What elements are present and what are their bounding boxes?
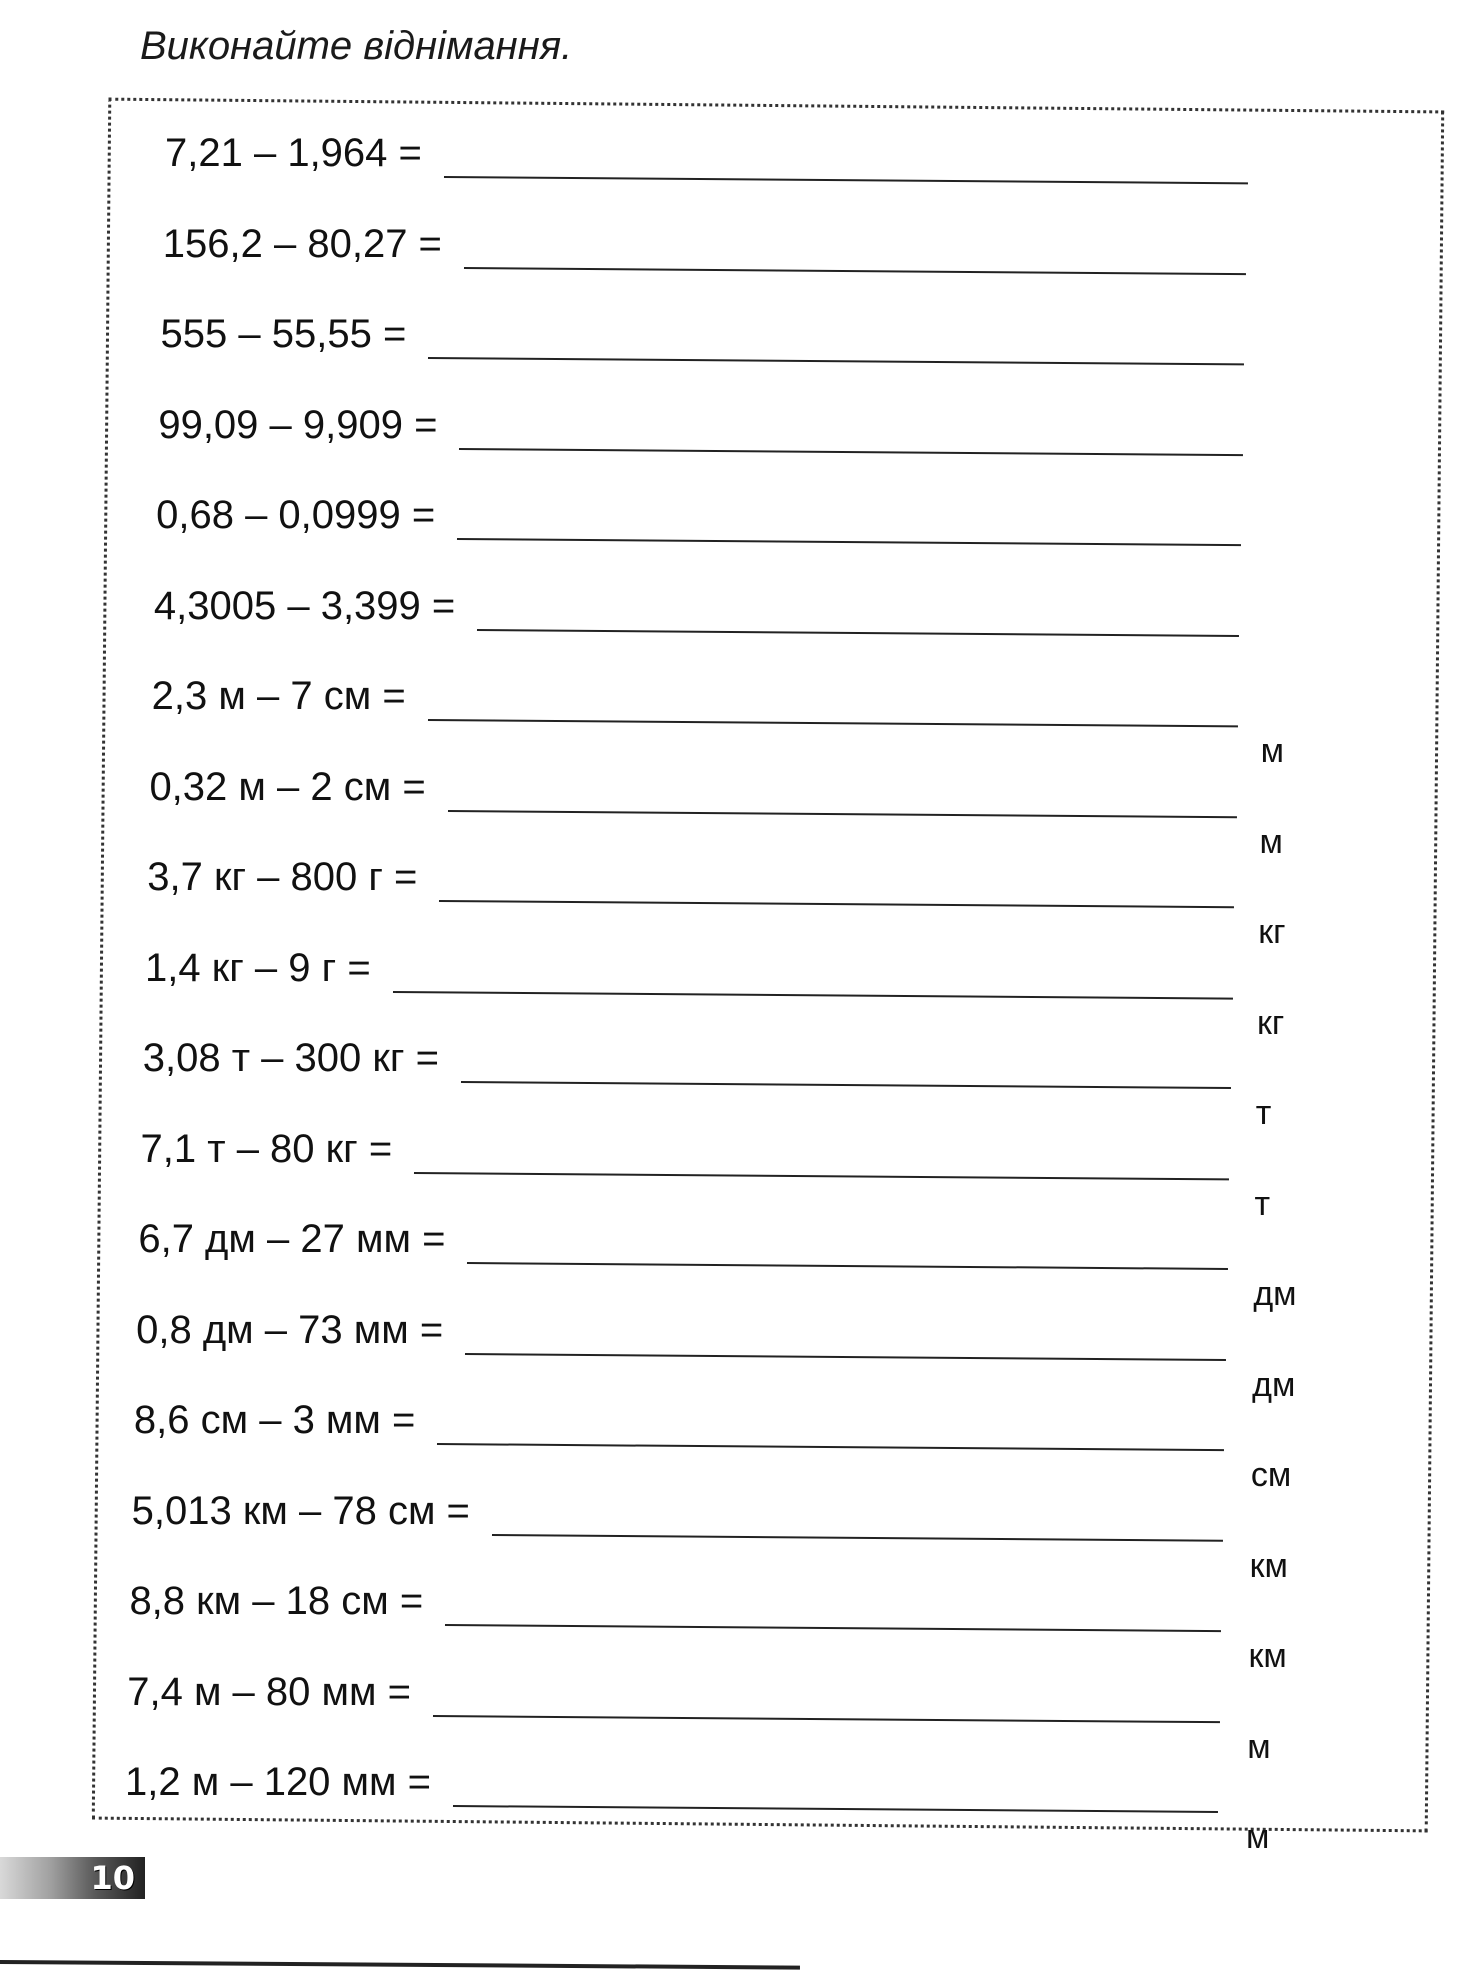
exercise-row — [163, 219, 1330, 289]
answer-line[interactable] — [467, 1262, 1228, 1270]
exercise-expression: 3,08 т – 300 кг = — [142, 1036, 439, 1080]
answer-unit: дм — [1253, 1275, 1297, 1313]
exercise-expression: 5,013 км – 78 см = — [131, 1488, 470, 1533]
exercise-expression: 7,1 т – 80 кг = — [140, 1126, 393, 1171]
answer-unit: дм — [1252, 1365, 1296, 1404]
exercise-row — [145, 943, 1330, 1042]
page-number: 10 — [90, 1859, 135, 1897]
page-number-badge — [0, 1857, 145, 1899]
exercise-row — [127, 1667, 1330, 1766]
exercise-expression: 0,68 – 0,0999 = — [156, 493, 436, 537]
exercise-expression: 8,8 км – 18 см = — [129, 1579, 424, 1623]
exercise-row — [136, 1305, 1330, 1404]
answer-line[interactable] — [492, 1534, 1223, 1542]
answer-unit: км — [1248, 1637, 1287, 1675]
exercise-expression: 156,2 – 80,27 = — [162, 221, 442, 266]
exercise-row — [138, 1214, 1330, 1313]
exercise-expression: 2,3 м – 7 см = — [151, 674, 406, 718]
exercise-row — [156, 490, 1330, 560]
exercise-expression: 0,32 м – 2 см = — [149, 764, 426, 809]
answer-line[interactable] — [437, 1443, 1224, 1451]
exercise-row — [149, 762, 1330, 861]
exercise-expression: 4,3005 – 3,399 = — [153, 583, 456, 628]
exercise-row — [147, 852, 1330, 951]
answer-unit: м — [1259, 822, 1283, 861]
answer-line[interactable] — [448, 810, 1237, 818]
answer-unit: м — [1246, 1818, 1270, 1856]
answer-unit: м — [1260, 732, 1285, 770]
answer-line[interactable] — [465, 1353, 1226, 1361]
answer-unit: м — [1247, 1727, 1271, 1766]
exercise-row — [125, 1757, 1330, 1856]
exercise-row — [142, 1033, 1330, 1132]
exercise-row — [131, 1486, 1330, 1585]
instruction-title: Виконайте віднімання. — [140, 24, 573, 68]
answer-unit: км — [1249, 1546, 1288, 1585]
answer-line[interactable] — [477, 629, 1239, 637]
answer-line[interactable] — [457, 538, 1241, 546]
bottom-rule — [0, 1960, 800, 1970]
exercise-expression: 8,6 см – 3 мм = — [133, 1398, 416, 1442]
answer-line[interactable] — [428, 357, 1244, 365]
answer-line[interactable] — [428, 719, 1238, 727]
exercise-expression: 555 – 55,55 = — [160, 312, 407, 356]
exercise-expression: 99,09 – 9,909 = — [158, 402, 438, 447]
answer-unit: т — [1255, 1094, 1272, 1132]
answer-line[interactable] — [459, 448, 1243, 456]
answer-line[interactable] — [444, 176, 1248, 184]
answer-line[interactable] — [393, 991, 1233, 1000]
exercise-row — [133, 1395, 1330, 1494]
answer-unit: кг — [1257, 1003, 1285, 1042]
exercise-expression: 0,8 дм – 73 мм = — [136, 1307, 444, 1352]
exercise-row — [161, 309, 1330, 379]
exercise-expression: 7,21 – 1,964 = — [165, 131, 422, 175]
answer-line[interactable] — [445, 1624, 1221, 1632]
exercise-expression: 1,4 кг – 9 г = — [145, 945, 371, 990]
exercise-row — [154, 581, 1330, 651]
answer-line[interactable] — [461, 1081, 1231, 1089]
exercise-expression: 6,7 дм – 27 мм = — [138, 1217, 446, 1261]
answer-line[interactable] — [439, 900, 1234, 908]
exercise-expression: 3,7 кг – 800 г = — [147, 855, 418, 899]
answer-line[interactable] — [464, 267, 1246, 275]
answer-line[interactable] — [433, 1715, 1220, 1723]
answer-unit: кг — [1258, 913, 1286, 951]
answer-line[interactable] — [414, 1172, 1229, 1180]
exercise-row — [158, 400, 1330, 470]
exercise-row — [151, 671, 1330, 770]
exercise-row — [140, 1124, 1330, 1223]
answer-line[interactable] — [453, 1805, 1218, 1813]
exercise-row — [165, 128, 1330, 198]
exercise-row — [129, 1576, 1330, 1675]
exercise-expression: 1,2 м – 120 мм = — [125, 1760, 432, 1804]
exercise-expression: 7,4 м – 80 мм = — [127, 1669, 411, 1714]
answer-unit: см — [1250, 1456, 1292, 1494]
answer-unit: т — [1254, 1184, 1271, 1223]
